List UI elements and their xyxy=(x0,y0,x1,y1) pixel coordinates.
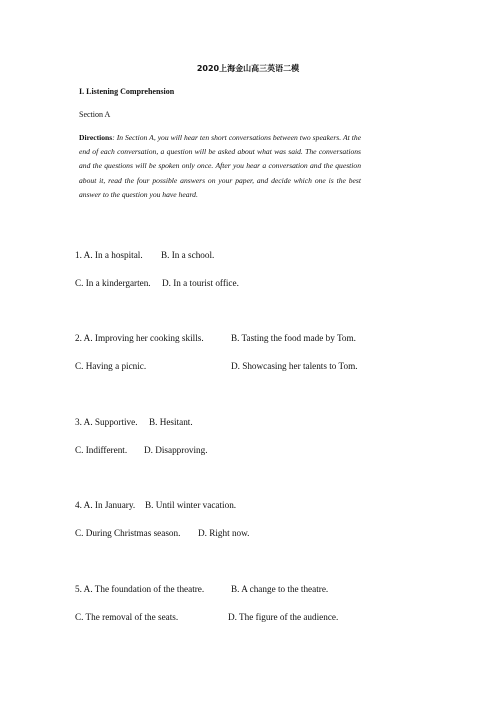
directions-text: : In Section A, you will hear ten short conversations between two speakers. At the end of each conversation, a question will be asked about what was said. The conversations and the questions will be spoken only once. After you hear a conversation and the question about it, read the four possible answers on your paper, and decide which one is the best answer to the question you have heard. xyxy=(79,133,361,199)
question-4-line-2 xyxy=(75,528,249,538)
question-1-option-d: D. In a tourist office. xyxy=(162,278,239,288)
question-5-option-d: D. The figure of the audience. xyxy=(228,612,339,622)
question-1-line-1 xyxy=(75,250,214,260)
question-3-option-b: B. Hesitant. xyxy=(149,417,193,427)
question-3-line-2 xyxy=(75,445,208,455)
question-2-line-2 xyxy=(75,361,358,371)
question-2-line-1 xyxy=(75,333,356,343)
page-title: 2020上海金山高三英语二模 xyxy=(196,64,300,73)
question-4-option-d: D. Right now. xyxy=(198,528,250,538)
question-3-option-a: 3. A. Supportive. xyxy=(75,417,138,427)
question-2-option-a: 2. A. Improving her cooking skills. xyxy=(75,333,204,343)
question-2-option-b: B. Tasting the food made by Tom. xyxy=(231,333,356,343)
question-1-option-c: C. In a kindergarten. xyxy=(75,278,151,288)
question-1-option-a: 1. A. In a hospital. xyxy=(75,250,143,260)
question-1-line-2 xyxy=(75,278,239,288)
directions-label: Directions xyxy=(79,133,113,142)
question-5-option-c: C. The removal of the seats. xyxy=(75,612,179,622)
question-3-option-c: C. Indifferent. xyxy=(75,445,128,455)
directions-paragraph xyxy=(79,131,361,202)
question-4-option-c: C. During Christmas season. xyxy=(75,528,181,538)
question-5-line-1 xyxy=(75,584,328,594)
question-5-option-b: B. A change to the theatre. xyxy=(231,584,329,594)
question-3-option-d: D. Disapproving. xyxy=(144,445,208,455)
question-5-option-a: 5. A. The foundation of the theatre. xyxy=(75,584,205,594)
question-4-line-1 xyxy=(75,500,236,510)
part-heading: I. Listening Comprehension xyxy=(79,87,175,96)
question-2-option-d: D. Showcasing her talents to Tom. xyxy=(231,361,358,371)
section-label: Section A xyxy=(79,110,111,119)
question-3-line-1 xyxy=(75,417,193,427)
question-4-option-b: B. Until winter vacation. xyxy=(145,500,237,510)
question-2-option-c: C. Having a picnic. xyxy=(75,361,147,371)
question-1-option-b: B. In a school. xyxy=(161,250,215,260)
question-5-line-2 xyxy=(75,612,338,622)
question-4-option-a: 4. A. In January. xyxy=(75,500,136,510)
